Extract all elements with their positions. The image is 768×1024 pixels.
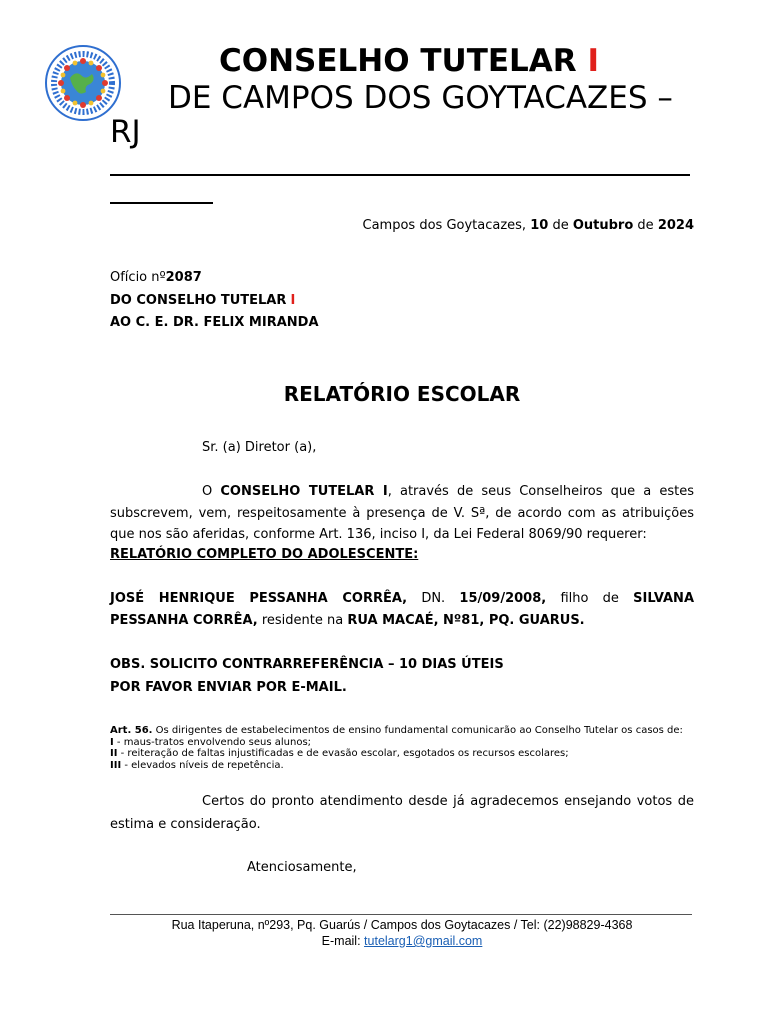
date-de: de: [637, 218, 654, 233]
intro-text: , através de seus Conselheiros que a estes subscrevem, vem, respeitosamente à presença de V. Sª, de acordo com as atribuições que nos são aferidas, conforme Art. 136, inciso I, da Lei Federal 8069/90 requerer:: [110, 484, 694, 542]
title-city: DE CAMPOS DOS GOYTACAZES –: [168, 80, 673, 116]
son-of-label: filho de: [560, 591, 619, 606]
title-council: CONSELHO TUTELAR: [219, 43, 577, 79]
parent-name: SILVANA PESSANHA CORRÊA,: [110, 591, 694, 628]
article-label: Art. 56.: [110, 725, 153, 736]
dn-label: DN.: [421, 591, 446, 606]
date-day: 10: [530, 218, 549, 233]
request-line: [110, 547, 418, 562]
student-paragraph: [110, 588, 694, 631]
intro-paragraph: [110, 481, 694, 546]
obs-text-1: OBS. SOLICITO CONTRARREFERÊNCIA – 10 DIAS ÚTEIS: [110, 657, 504, 672]
from-line: [110, 293, 295, 308]
footer-divider: [110, 914, 692, 915]
intro-council: CONSELHO TUTELAR I: [220, 484, 388, 499]
from-numeral: I: [290, 293, 296, 308]
resident-label: residente na: [261, 612, 344, 628]
date-year: 2024: [657, 218, 694, 233]
article-text: Os dirigentes de estabelecimentos de ensino fundamental comunicarão ao Conselho Tutelar os casos de:: [155, 725, 683, 736]
legal-item: [110, 760, 694, 772]
footer-email-line: [110, 934, 694, 948]
obs-line-2: [110, 680, 347, 695]
intro-o: O: [202, 484, 213, 499]
request-text: RELATÓRIO COMPLETO DO ADOLESCENTE:: [110, 547, 419, 562]
oficio-label: Ofício nº: [110, 270, 166, 285]
document-heading: RELATÓRIO ESCOLAR: [283, 382, 521, 406]
student-dob: 15/09/2008,: [459, 591, 547, 606]
legal-item: [110, 737, 694, 749]
from-label: DO CONSELHO TUTELAR: [110, 293, 287, 308]
header-divider-short: [110, 202, 213, 204]
title-state: RJ: [110, 114, 141, 150]
legal-item-text: - reiteração de faltas injustificadas e de evasão escolar, esgotados os recursos escolares;: [120, 748, 569, 759]
date-month: Outubro: [572, 218, 634, 233]
salutation: Sr. (a) Diretor (a),: [202, 440, 317, 455]
legal-item-num: III: [110, 759, 122, 771]
oficio-number: 2087: [165, 270, 202, 285]
to-label: AO C. E. DR. FELIX MIRANDA: [110, 315, 319, 330]
title-numeral: I: [587, 43, 599, 79]
email-link[interactable]: tutelarg1@gmail.com: [364, 934, 483, 948]
legal-item-text: - maus-tratos envolvendo seus alunos;: [116, 736, 312, 748]
legal-article: [110, 725, 694, 737]
footer-address: Rua Itaperuna, nº293, Pq. Guarús / Campos dos Goytacazes / Tel: (22)98829-4368: [171, 918, 633, 932]
closing-paragraph: Certos do pronto atendimento desde já agradecemos ensejando votos de estima e consideração.: [110, 794, 694, 832]
legal-item-text: - elevados níveis de repetência.: [124, 759, 284, 771]
obs-text-2: POR FAVOR ENVIAR POR E-MAIL.: [110, 680, 347, 695]
legal-item-num: I: [110, 736, 114, 748]
email-label: E-mail:: [321, 934, 361, 948]
student-name: JOSÉ HENRIQUE PESSANHA CORRÊA,: [110, 591, 408, 606]
oficio-line: [110, 270, 202, 285]
title-main: [0, 42, 768, 80]
date-line: [363, 218, 694, 233]
legal-note: [110, 725, 694, 771]
obs-line-1: [110, 657, 504, 672]
signoff: Atenciosamente,: [247, 860, 357, 875]
header-divider: [110, 174, 690, 176]
title-city-block: [110, 80, 710, 150]
legal-item: [110, 748, 694, 760]
student-address: RUA MACAÉ, Nº81, PQ. GUARUS.: [347, 612, 585, 628]
to-line: [110, 315, 319, 330]
legal-item-num: II: [110, 748, 118, 759]
date-prefix: Campos dos Goytacazes,: [362, 218, 527, 233]
date-de: de: [552, 218, 569, 233]
